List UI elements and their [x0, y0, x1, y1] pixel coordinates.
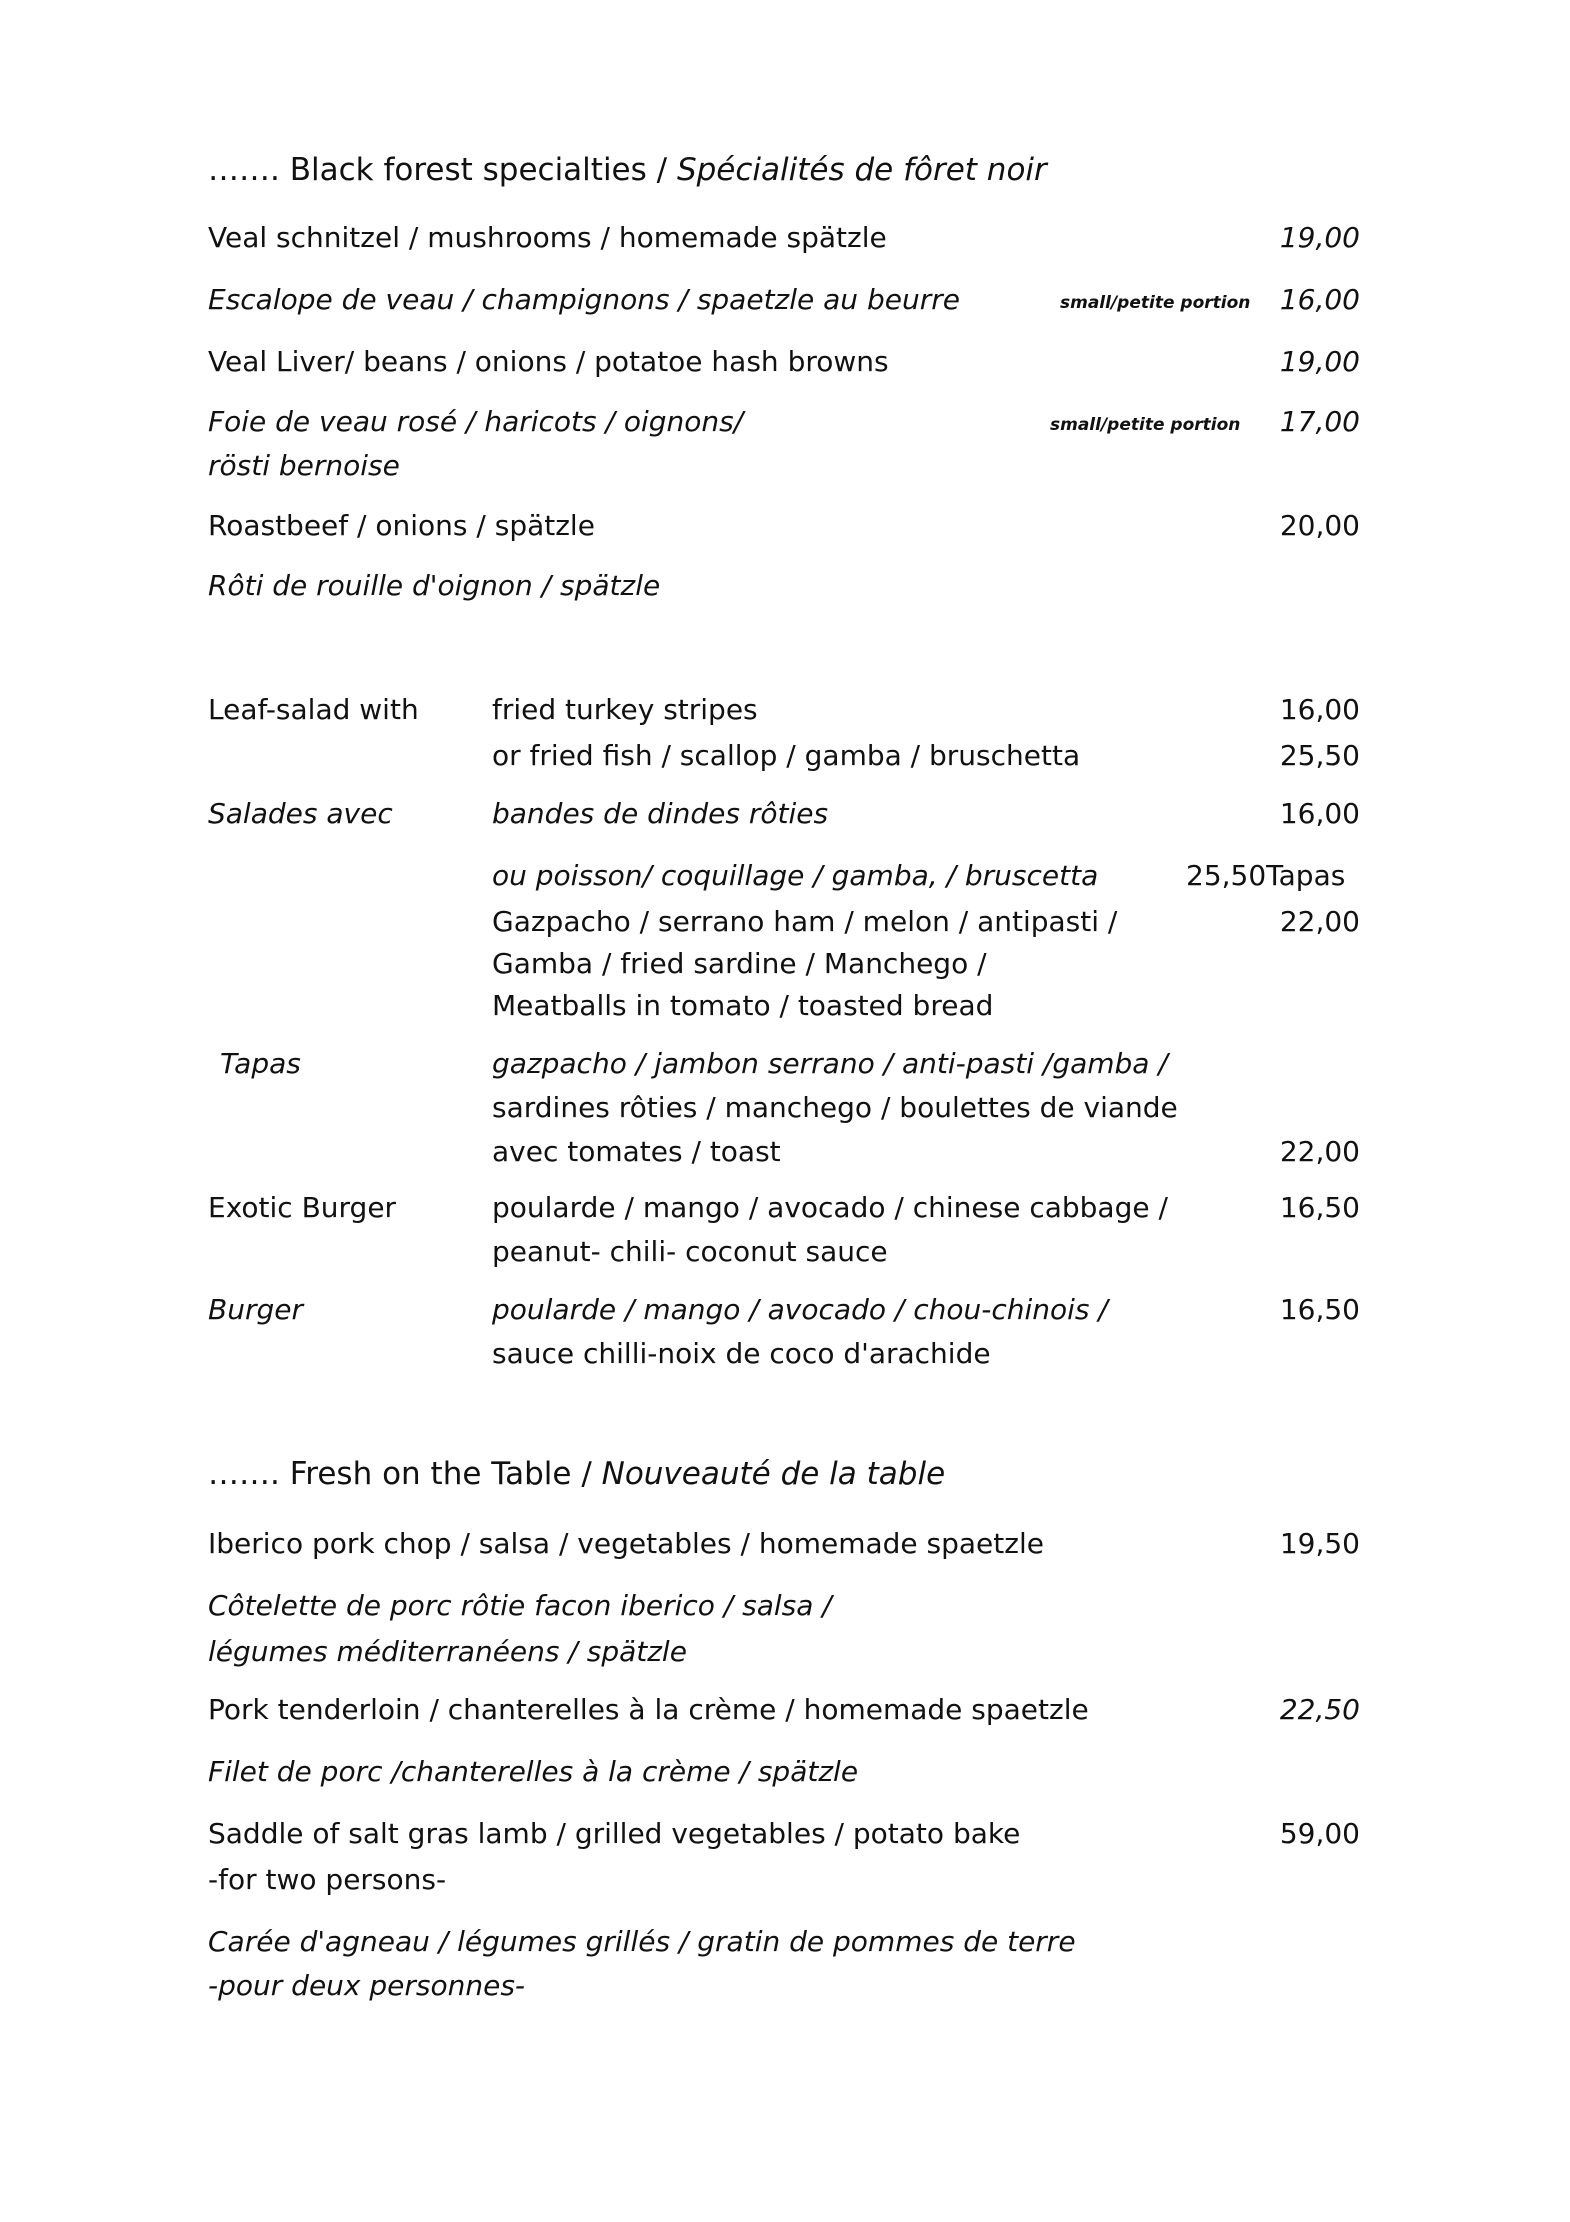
item-iberico-fr: Côtelette de porc rôtie facon iberico / salsa / [208, 1589, 832, 1622]
tapas-fr-price: 22,00 [1279, 1135, 1360, 1168]
item-veal-schnitzel-fr: Escalope de veau / champignons / spaetzle au beurre [208, 283, 960, 316]
item-veal-schnitzel-price: 19,00 [1279, 221, 1360, 254]
item-roastbeef-fr: Rôti de rouille d'oignon / spätzle [208, 569, 661, 602]
item-roastbeef-price: 20,00 [1279, 509, 1360, 542]
tapas-fr3: avec tomates / toast [492, 1135, 781, 1168]
burger-fr2: sauce chilli-noix de coco d'arachide [492, 1337, 991, 1370]
item-veal-liver-fr2: rösti bernoise [208, 449, 400, 482]
item-veal-schnitzel-small-price: 16,00 [1279, 283, 1360, 316]
item-iberico-price: 19,50 [1279, 1527, 1360, 1560]
burger-label-en: Exotic Burger [208, 1191, 397, 1224]
section1-title-en: Black forest specialties [289, 152, 647, 188]
item-veal-liver-small-price: 17,00 [1279, 405, 1360, 438]
item-lamb-en2: -for two persons- [208, 1863, 447, 1896]
burger-label-fr: Burger [208, 1293, 303, 1326]
tapas-price: 22,00 [1279, 905, 1360, 938]
tapas-fr1: gazpacho / jambon serrano / anti-pasti /gamba / [492, 1047, 1168, 1080]
item-veal-schnitzel-small-label: small/petite portion [1060, 293, 1251, 313]
salad-fr2: ou poisson/ coquillage / gamba, / bruscetta [492, 859, 1099, 892]
item-lamb-fr: Carée d'agneau / légumes grillés / gratin de pommes de terre [208, 1925, 1076, 1958]
item-roastbeef-en: Roastbeef / onions / spätzle [208, 509, 595, 542]
section3-title-en: Fresh on the Table [289, 1456, 572, 1492]
item-pork-tenderloin-fr: Filet de porc /chanterelles à la crème / spätzle [208, 1755, 859, 1788]
item-iberico-fr2: légumes méditerranéens / spätzle [208, 1635, 687, 1668]
item-veal-liver-fr: Foie de veau rosé / haricots / oignons/ [208, 405, 744, 438]
item-lamb-en: Saddle of salt gras lamb / grilled vegetables / potato bake [208, 1817, 1021, 1850]
item-pork-tenderloin-en: Pork tenderloin / chanterelles à la crème / homemade spaetzle [208, 1693, 1089, 1726]
salad-fr1: bandes de dindes rôties [492, 797, 829, 830]
item-lamb-price: 59,00 [1279, 1817, 1360, 1850]
section3-heading [208, 1456, 945, 1492]
burger-en2: peanut- chili- coconut sauce [492, 1235, 888, 1268]
burger-en1: poularde / mango / avocado / chinese cabbage / [492, 1191, 1168, 1224]
section3-dots: ……. [208, 1456, 280, 1492]
section1-title-fr: Spécialités de fôret noir [676, 152, 1047, 188]
salad-label-fr: Salades avec [208, 797, 393, 830]
salad-label-en: Leaf-salad with [208, 693, 419, 726]
salad-line1: fried turkey stripes [492, 693, 758, 726]
item-pork-tenderloin-price: 22,50 [1279, 1693, 1360, 1726]
item-veal-liver-price: 19,00 [1279, 345, 1360, 378]
section1-heading [208, 152, 1047, 188]
item-iberico-en: Iberico pork chop / salsa / vegetables / homemade spaetzle [208, 1527, 1044, 1560]
salad-fr-price1: 16,00 [1279, 797, 1360, 830]
salad-fr-price2: 25,50 [1186, 859, 1267, 892]
salad-fr-price2-tapas [1186, 858, 1345, 894]
tapas-label-fr: Tapas [220, 1047, 301, 1080]
salad-line2: or fried fish / scallop / gamba / bruschetta [492, 739, 1081, 772]
burger-price: 16,50 [1279, 1191, 1360, 1224]
item-veal-schnitzel-en: Veal schnitzel / mushrooms / homemade spätzle [208, 221, 887, 254]
item-veal-liver-en: Veal Liver/ beans / onions / potatoe hash browns [208, 345, 889, 378]
salad-price1: 16,00 [1279, 693, 1360, 726]
item-veal-liver-small-label: small/petite portion [1050, 415, 1241, 435]
item-lamb-fr2: -pour deux personnes- [208, 1969, 526, 2002]
section1-dots: ……. [208, 152, 280, 188]
tapas-en1: Gazpacho / serrano ham / melon / antipasti / [492, 905, 1118, 938]
tapas-en2: Gamba / fried sardine / Manchego / [492, 947, 987, 980]
tapas-heading-word: Tapas [1266, 859, 1346, 892]
tapas-fr2: sardines rôties / manchego / boulettes de viande [492, 1091, 1178, 1124]
salad-price2: 25,50 [1279, 739, 1360, 772]
section3-title-fr: Nouveauté de la table [601, 1456, 946, 1492]
section1-sep: / [656, 152, 668, 188]
tapas-en3: Meatballs in tomato / toasted bread [492, 989, 994, 1022]
burger-fr1: poularde / mango / avocado / chou-chinois / [492, 1293, 1108, 1326]
section3-sep: / [581, 1456, 592, 1492]
burger-fr-price: 16,50 [1279, 1293, 1360, 1326]
